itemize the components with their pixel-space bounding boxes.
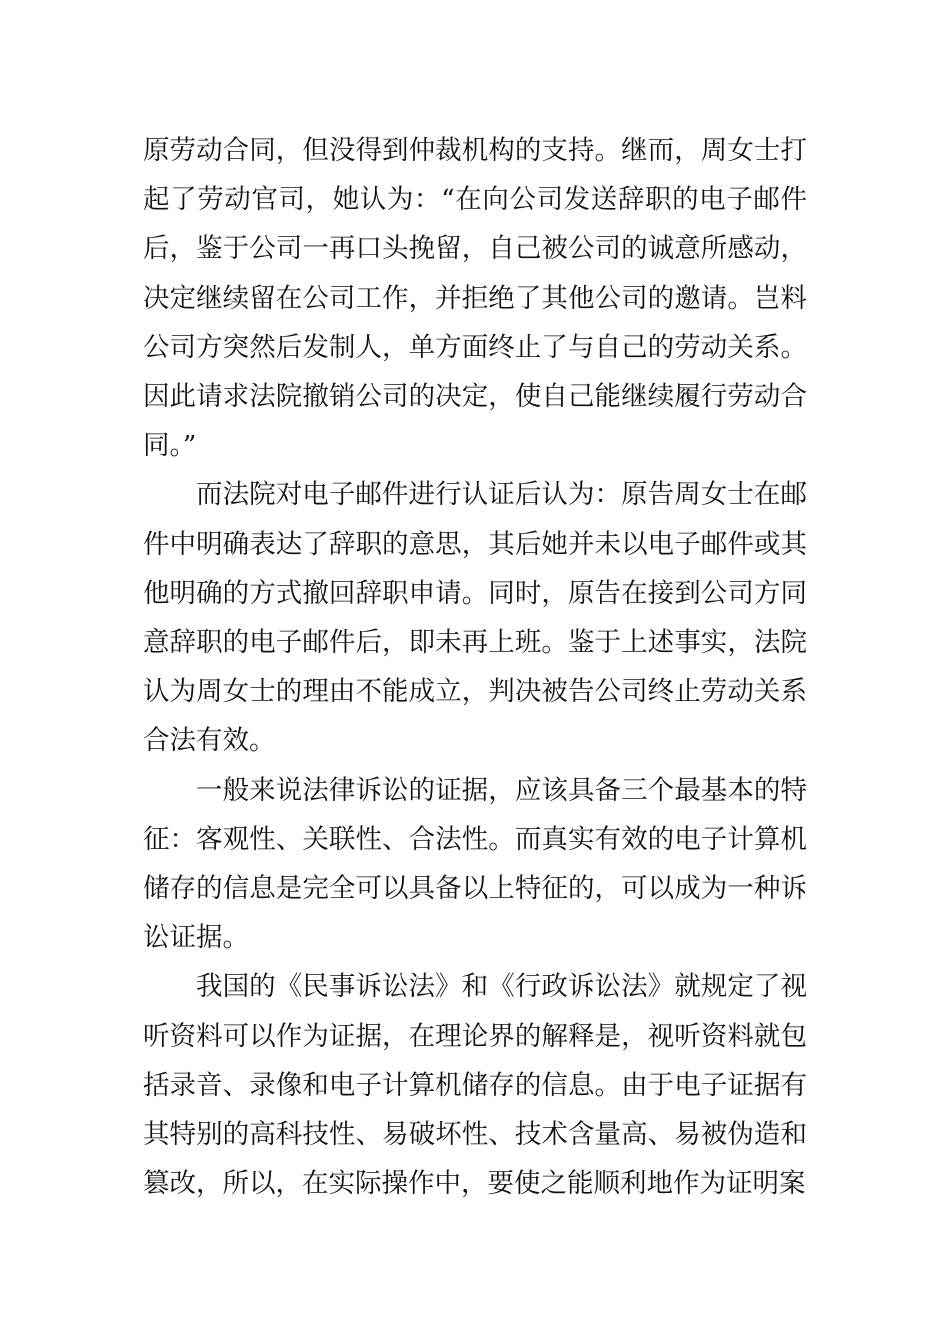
paragraph-evidence-features: 一般来说法律诉讼的证据，应该具备三个最基本的特征：客观性、关联性、合法性。而真实有效的电子计算机储存的信息是完全可以具备以上特征的，可以成为一种诉讼证据。 xyxy=(143,774,807,954)
paragraph-court-ruling: 而法院对电子邮件进行认证后认为：原告周女士在邮件中明确表达了辞职的意思，其后她并未以电子邮件或其他明确的方式撤回辞职申请。同时，原告在接到公司方同意辞职的电子邮件后，即未再上班。鉴于上述事实，法院认为周女士的理由不能成立，判决被告公司终止劳动关系合法有效。 xyxy=(143,479,807,757)
document-page xyxy=(143,126,807,1208)
paragraph-law-provisions: 我国的《民事诉讼法》和《行政诉讼法》就规定了视听资料可以作为证据，在理论界的解释是，视听资料就包括录音、录像和电子计算机储存的信息。由于电子证据有其特别的高科技性、易破坏性、技术含量高、易被伪造和篡改，所以，在实际操作中，要使之能顺利地作为证明案 xyxy=(143,971,807,1200)
paragraph-continuation: 原劳动合同，但没得到仲裁机构的支持。继而，周女士打起了劳动官司，她认为：“在向公司发送辞职的电子邮件后，鉴于公司一再口头挽留，自己被公司的诚意所感动，决定继续留在公司工作，并拒绝了其他公司的邀请。岂料公司方突然后发制人，单方面终止了与自己的劳动关系。因此请求法院撤销公司的决定，使自己能继续履行劳动合同。” xyxy=(143,135,807,462)
